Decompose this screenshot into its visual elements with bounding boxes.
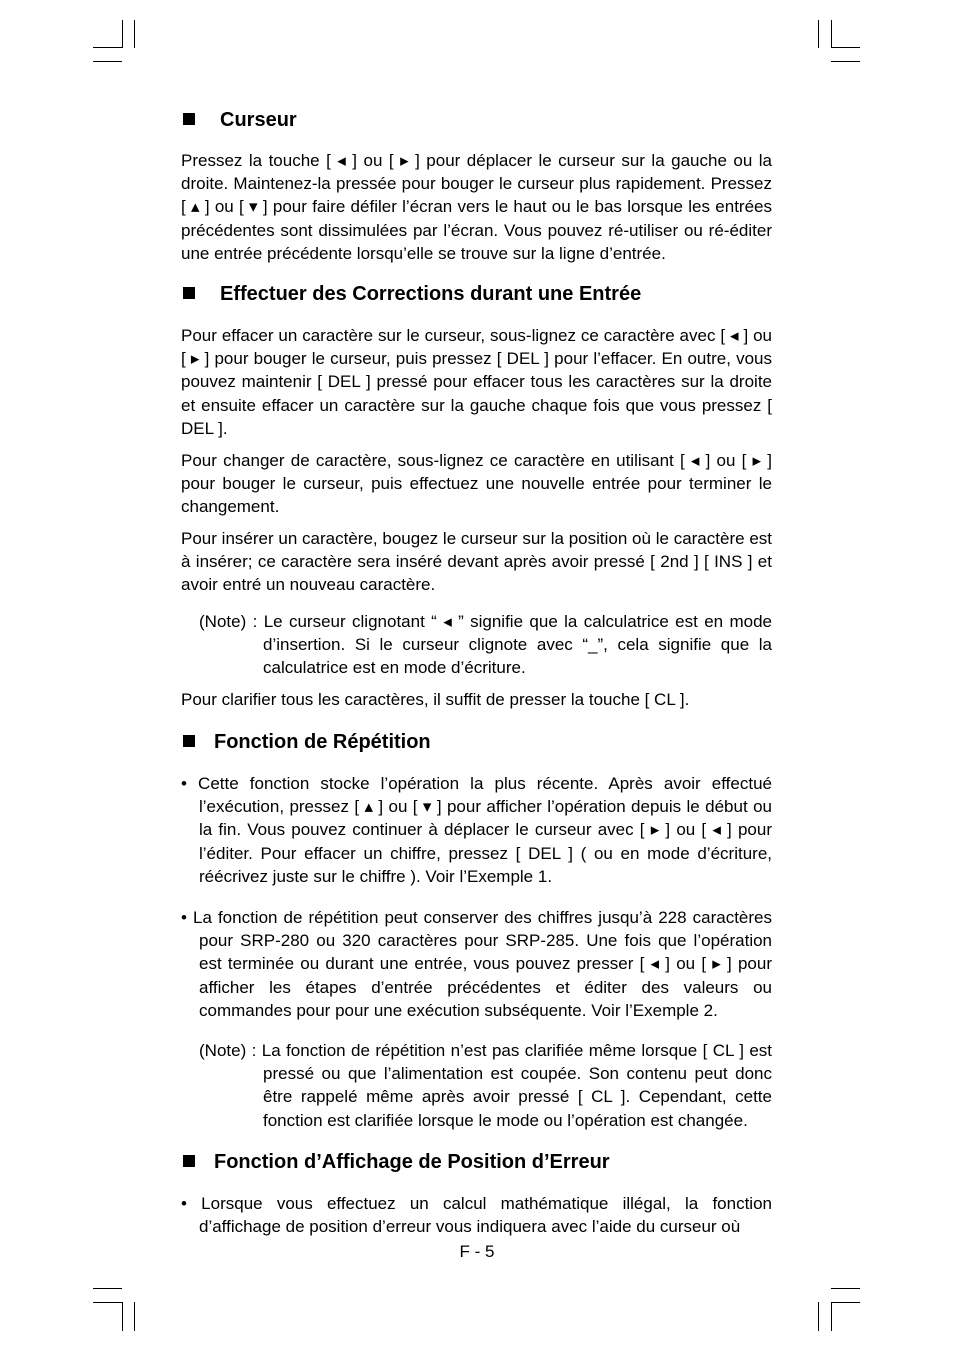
square-bullet-icon: [183, 735, 195, 747]
section-heading-corrections: [181, 282, 641, 306]
crop-mark: [831, 20, 832, 48]
crop-mark: [93, 1302, 122, 1303]
section-title: Fonction d’Affichage de Position d’Erreur: [214, 1151, 610, 1173]
square-bullet-icon: [183, 287, 195, 299]
section-title: Fonction de Répétition: [214, 731, 431, 753]
crop-mark: [122, 1302, 123, 1331]
crop-mark: [134, 20, 135, 48]
square-bullet-icon: [183, 113, 195, 125]
section-heading-curseur: [181, 108, 297, 132]
square-bullet-icon: [183, 1155, 195, 1167]
section-title: Curseur: [220, 109, 297, 131]
paragraph: Pressez la touche [ ◂ ] ou [ ▸ ] pour déplacer le curseur sur la gauche ou la droite. Maintenez-la pressée pour bouger le curseur plus rapidement. Pressez [ ▴ ] ou [ ▾ ] pour faire défiler l’écran vers le haut ou le bas lorsque les entrées précédentes sont dissimulées par l’écran. Vous pouvez ré-utiliser ou ré-éditer une entrée précédente lorsqu’elle se trouve sur la ligne d’entrée.: [181, 151, 772, 263]
paragraph: Pour clarifier tous les caractères, il suffit de presser la touche [ CL ].: [181, 690, 690, 709]
crop-mark: [122, 20, 123, 48]
crop-mark: [93, 1288, 122, 1289]
section-title: Effectuer des Corrections durant une Entrée: [220, 283, 642, 305]
crop-mark: [831, 1302, 832, 1331]
section-heading-repetition: [181, 730, 431, 754]
crop-mark: [818, 1302, 819, 1331]
crop-mark: [831, 61, 860, 62]
bullet-item: • La fonction de répétition peut conserver des chiffres jusqu’à 228 caractères pour SRP-280 ou 320 caractères pour SRP-285. Une fois que l’opération est terminée ou durant une entrée, vous pouvez presser [ ◂ ] ou [ ▸ ] pour afficher les étapes d’entrée précédentes et éditer des valeurs ou commandes pour pour une exécution subséquente. Voir l’Exemple 2.: [181, 908, 772, 1020]
note: (Note) : Le curseur clignotant “ ◂ ” signifie que la calculatrice est en mode d’insertion. Si le curseur clignote avec “_”, cela signifie que la calculatrice est en mode d’écriture.: [199, 612, 772, 678]
crop-mark: [818, 20, 819, 48]
bullet-item: • Cette fonction stocke l’opération la plus récente. Après avoir effectué l’exécution, pressez [ ▴ ] ou [ ▾ ] pour afficher l’opération depuis le début ou la fin. Vous pouvez continuer à déplacer le curseur avec [ ▸ ] ou [ ◂ ] pour l’éditer. Pour effacer un chiffre, pressez [ DEL ] ( ou en mode d’écriture, réécrivez juste sur le chiffre ). Voir l’Exemple 1.: [181, 774, 772, 886]
crop-mark: [134, 1302, 135, 1331]
crop-mark: [831, 1288, 860, 1289]
note: (Note) : La fonction de répétition n’est pas clarifiée même lorsque [ CL ] est pressé ou que l’alimentation est coupée. Son contenu peut donc être rappelé même après avoir pressé [ CL ]. Cependant, cette fonction est clarifiée lorsque le mode ou l’opération est changée.: [199, 1041, 772, 1130]
paragraph: Pour changer de caractère, sous-lignez ce caractère en utilisant [ ◂ ] ou [ ▸ ] pour bouger le curseur, puis effectuez une nouvelle entrée pour terminer le changement.: [181, 451, 772, 517]
page-number: F - 5: [459, 1242, 495, 1261]
section-heading-erreur: [181, 1150, 610, 1174]
paragraph: Pour effacer un caractère sur le curseur, sous-lignez ce caractère avec [ ◂ ] ou [ ▸ ] pour bouger le curseur, puis pressez [ DEL ] pour l’effacer. En outre, vous pouvez maintenir [ DEL ] pressé pour effacer tous les caractères sur la droite et ensuite effacer un caractère sur la gauche chaque fois que vous pressez [ DEL ].: [181, 326, 772, 438]
crop-mark: [831, 1302, 860, 1303]
paragraph: Pour insérer un caractère, bougez le curseur sur la position où le caractère est à insérer; ce caractère sera inséré devant après avoir pressé [ 2nd ] [ INS ] et avoir entré un nouveau caractère.: [181, 529, 772, 595]
crop-mark: [831, 47, 860, 48]
crop-mark: [93, 47, 122, 48]
crop-mark: [93, 61, 122, 62]
bullet-item: • Lorsque vous effectuez un calcul mathématique illégal, la fonction d’affichage de position d’erreur vous indiquera avec l’aide du curseur où: [181, 1194, 772, 1237]
